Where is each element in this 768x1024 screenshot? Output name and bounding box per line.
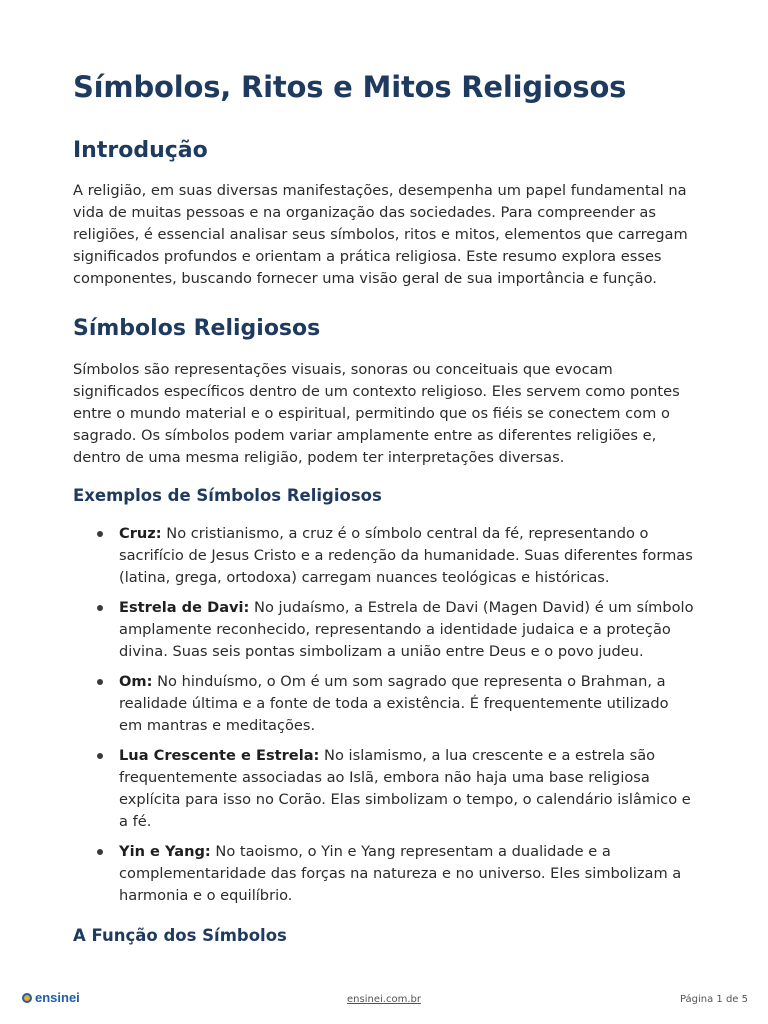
list-item: Lua Crescente e Estrela: No islamismo, a lua crescente e a estrela são frequentemente associadas ao Islã, embora não haja uma base religiosa explícita para isso no Corão. Elas simbolizam o tempo, o calendário islâmico e a fé. <box>73 745 695 833</box>
list-item: Om: No hinduísmo, o Om é um som sagrado que representa o Brahman, a realidade última e a fonte de toda a existência. É frequentemente utilizado em mantras e meditações. <box>73 671 695 737</box>
intro-paragraph: A religião, em suas diversas manifestações, desempenha um papel fundamental na vida de muitas pessoas e na organização das sociedades. Para compreender as religiões, é essencial analisar seus símbolos, ritos e mitos, elementos que carregam significados profundos e orientam a prática religiosa. Este resumo explora esses componentes, buscando fornecer uma visão geral de sua importância e função. <box>73 182 688 287</box>
function-heading: A Função dos Símbolos <box>73 926 287 945</box>
bullet-icon <box>97 605 103 611</box>
bullet-icon <box>97 849 103 855</box>
examples-heading: Exemplos de Símbolos Religiosos <box>73 486 382 505</box>
symbols-heading: Símbolos Religiosos <box>73 316 321 341</box>
bullet-icon <box>97 753 103 759</box>
brand-name: ensinei <box>35 990 80 1005</box>
list-item: Cruz: No cristianismo, a cruz é o símbolo central da fé, representando o sacrifício de Jesus Cristo e a redenção da humanidade. Suas diferentes formas (latina, grega, ortodoxa) carregam nuances teológicas e históricas. <box>73 523 695 589</box>
website-link[interactable]: ensinei.com.br <box>347 994 421 1005</box>
document-title: Símbolos, Ritos e Mitos Religiosos <box>73 70 627 104</box>
intro-heading: Introdução <box>73 138 208 163</box>
page-footer <box>0 988 768 1012</box>
examples-list <box>73 523 695 915</box>
list-item: Yin e Yang: No taoismo, o Yin e Yang representam a dualidade e a complementaridade das forças na natureza e no universo. Eles simbolizam a harmonia e o equilíbrio. <box>73 841 695 907</box>
list-item: Estrela de Davi: No judaísmo, a Estrela de Davi (Magen David) é um símbolo amplamente reconhecido, representando a identidade judaica e a proteção divina. Suas seis pontas simbolizam a união entre Deus e o povo judeu. <box>73 597 695 663</box>
symbols-paragraph: Símbolos são representações visuais, sonoras ou conceituais que evocam significados específicos dentro de um contexto religioso. Eles servem como pontes entre o mundo material e o espiritual, permitindo que os fiéis se conectem com o sagrado. Os símbolos podem variar amplamente entre as diferentes religiões e, dentro de uma mesma religião, podem ter interpretações diversas. <box>73 361 680 466</box>
page-number: Página 1 de 5 <box>679 994 748 1005</box>
bullet-icon <box>97 531 103 537</box>
bullet-icon <box>97 679 103 685</box>
